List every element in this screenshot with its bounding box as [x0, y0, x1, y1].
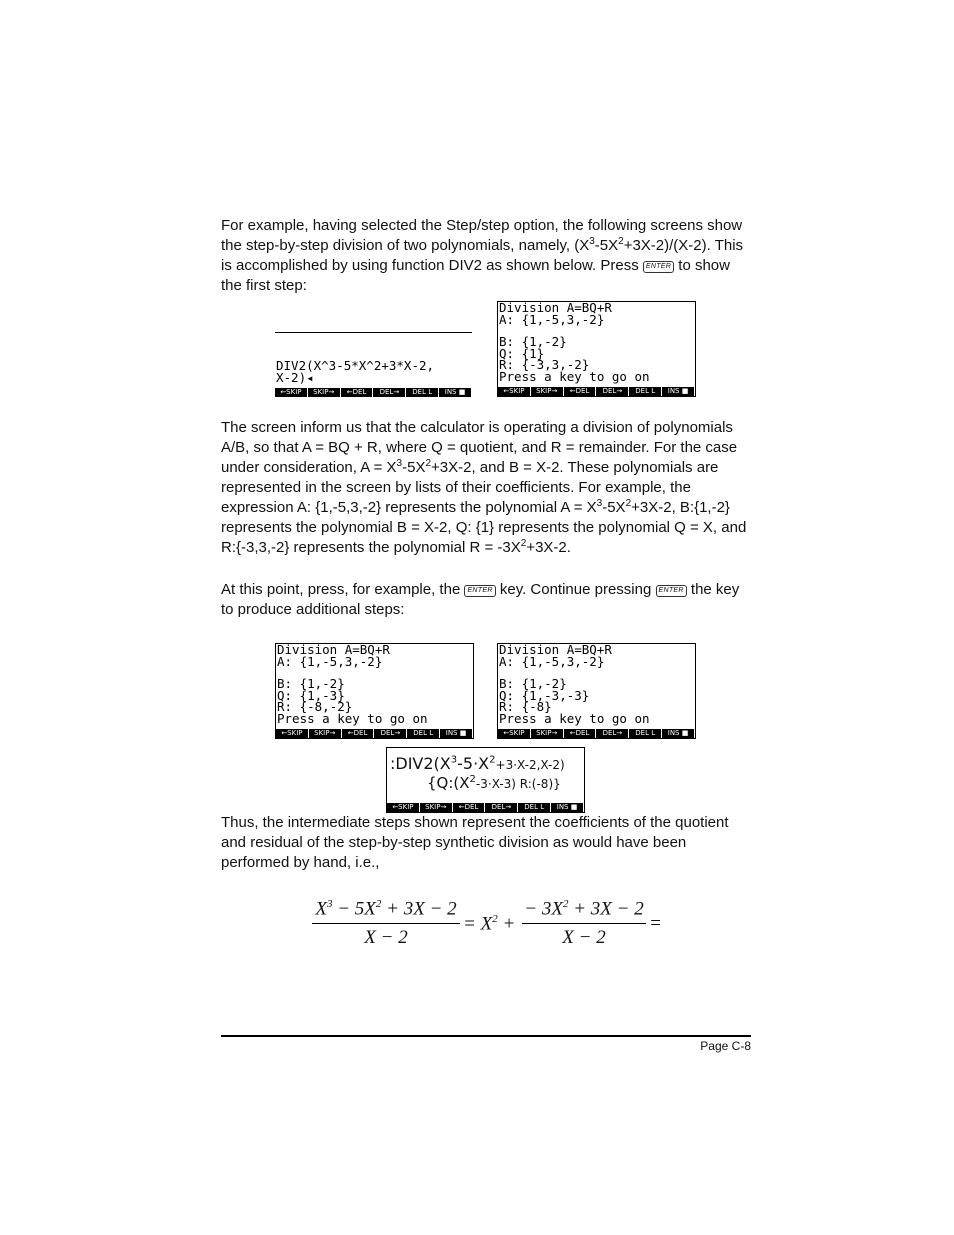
softkey-skip-left[interactable]: ←SKIP	[276, 729, 309, 738]
numerator	[522, 898, 646, 924]
text: +3·X-2,X-2)	[495, 758, 565, 772]
screen-line: Q: {1,-3}	[277, 687, 345, 703]
enter-key-icon: ENTER	[464, 585, 495, 597]
softkey-del-line[interactable]: DEL L	[629, 387, 662, 396]
text: the key to produce additional steps:	[221, 581, 740, 618]
text: X	[315, 898, 327, 920]
softkey-del-line[interactable]: DEL L	[406, 388, 439, 397]
explanation-paragraph	[221, 418, 751, 558]
softkey-skip-right[interactable]: SKIP→	[309, 729, 342, 738]
text: + 3X − 2	[568, 898, 644, 920]
softkey-ins[interactable]: INS ■	[551, 803, 584, 812]
conclusion-paragraph: Thus, the intermediate steps shown represent the coefficients of the quotient and residual of the step-by-step synthetic division as would have been performed by hand, i.e.,	[221, 814, 729, 871]
softkey-skip-left[interactable]: ←SKIP	[498, 387, 531, 396]
superscript: 2	[469, 774, 476, 785]
softkey-skip-right[interactable]: SKIP→	[531, 387, 564, 396]
superscript: 2	[562, 898, 569, 910]
text: -5X	[602, 499, 626, 516]
softkey-skip-right[interactable]: SKIP→	[308, 388, 341, 397]
text: +3X-2, and B = X-2. These polynomials are represented in the screen by lists of their coefficients. For example, the expression A: {1,-5,3,-2} represents the polynomial A = X	[221, 459, 719, 516]
result-line-1	[390, 754, 565, 773]
text: At this point, press, for example, the	[221, 581, 465, 598]
softkey-bar	[498, 729, 695, 738]
screen-line: R: {-8,-2}	[277, 699, 353, 714]
softkey-ins[interactable]: INS ■	[440, 729, 473, 738]
superscript: 3	[596, 498, 603, 509]
calculator-screen-step-2	[275, 643, 474, 739]
text: -5·X	[457, 754, 490, 773]
screen-line: A: {1,-5,3,-2}	[499, 653, 605, 669]
superscript: 3	[396, 458, 403, 469]
screen-line: B: {1,-2}	[499, 334, 567, 349]
softkey-del-line[interactable]: DEL L	[629, 729, 662, 738]
fraction-right	[522, 898, 646, 949]
text: :DIV2(X	[390, 754, 451, 773]
softkey-ins[interactable]: INS ■	[662, 729, 695, 738]
result-line-2	[427, 774, 561, 792]
softkey-del-line[interactable]: DEL L	[407, 729, 440, 738]
softkey-bar	[498, 387, 695, 396]
softkey-bar	[275, 388, 472, 397]
softkey-ins[interactable]: INS ■	[439, 388, 472, 397]
softkey-del-right[interactable]: DEL→	[596, 387, 629, 396]
superscript: 2	[489, 754, 496, 766]
text: For example, having selected the Step/step option, the following screens show the step-by-step division of two polynomials, namely, (X	[221, 217, 743, 254]
screen-line: B: {1,-2}	[499, 676, 567, 691]
calculator-screen-result	[386, 747, 585, 813]
denominator: X − 2	[364, 927, 408, 949]
softkey-skip-left[interactable]: ←SKIP	[498, 729, 531, 738]
calculator-screen-input	[275, 332, 472, 397]
text: +3X-2.	[526, 539, 571, 556]
text: +3X-2)/(X-2). This is accomplished by using function DIV2 as shown below. Press	[221, 237, 744, 274]
screen-line: R: {-8}	[499, 699, 552, 714]
text: − 3X	[524, 898, 563, 920]
text: The screen inform us that the calculator is operating a division of polynomials A/B, so that A = BQ + R, where Q = quotient, and R = remainder. For the case under consideration, A = X	[221, 419, 738, 476]
footer-rule	[221, 1035, 751, 1037]
softkey-del-right[interactable]: DEL→	[596, 729, 629, 738]
superscript: 3	[326, 898, 333, 910]
screen-line: Press a key to go on	[499, 368, 650, 384]
screen-line: X-2)◂	[276, 369, 314, 385]
screen-line: A: {1,-5,3,-2}	[277, 653, 383, 669]
text: key. Continue pressing	[495, 581, 656, 598]
text: = X	[463, 913, 493, 935]
text: − 5X	[332, 898, 376, 920]
screen-line: Division A=BQ+R	[277, 643, 390, 657]
text: +3X-2, B:{1,-2} represents the polynomial B = X-2, Q: {1} represents the polynomial Q = X, and R:{-3,3,-2} represents the polynomial R = -3X	[221, 499, 747, 556]
screen-line: Press a key to go on	[499, 710, 650, 726]
superscript: 2	[618, 236, 624, 247]
screen-line: A: {1,-5,3,-2}	[499, 311, 605, 327]
screen-line: Q: {1,-3,-3}	[499, 687, 590, 703]
text: + 3X − 2	[381, 898, 457, 920]
fraction-left	[312, 898, 460, 949]
softkey-del-left[interactable]: ←DEL	[453, 803, 486, 812]
softkey-ins[interactable]: INS ■	[662, 387, 695, 396]
softkey-skip-left[interactable]: ←SKIP	[275, 388, 308, 397]
equals-sign: =	[649, 913, 662, 934]
superscript: 3	[450, 754, 458, 766]
screen-line: Press a key to go on	[277, 710, 428, 726]
continue-paragraph	[221, 580, 751, 620]
softkey-del-left[interactable]: ←DEL	[341, 388, 374, 397]
text: -3·X-3) R:(-8)}	[475, 777, 561, 791]
denominator: X − 2	[562, 927, 606, 949]
screen-line: DIV2(X^3-5*X^2+3*X-2,	[276, 358, 435, 373]
screen-line: B: {1,-2}	[277, 676, 345, 691]
enter-key-icon: ENTER	[643, 261, 674, 273]
screen-line: Division A=BQ+R	[499, 301, 612, 315]
softkey-del-right[interactable]: DEL→	[485, 803, 518, 812]
text: -5X	[594, 237, 619, 254]
softkey-bar	[387, 803, 584, 812]
intro-paragraph	[221, 216, 751, 296]
numerator	[312, 898, 460, 924]
softkey-bar	[276, 729, 473, 738]
equals-quotient	[463, 913, 515, 935]
softkey-del-left[interactable]: ←DEL	[564, 729, 597, 738]
superscript: 2	[375, 898, 382, 910]
text: +	[497, 913, 516, 935]
superscript: 2	[425, 458, 432, 469]
softkey-del-right[interactable]: DEL→	[374, 729, 407, 738]
softkey-skip-left[interactable]: ←SKIP	[387, 803, 420, 812]
softkey-skip-right[interactable]: SKIP→	[531, 729, 564, 738]
softkey-del-left[interactable]: ←DEL	[342, 729, 375, 738]
superscript: 2	[520, 538, 527, 549]
page-number: Page C-8	[700, 1039, 751, 1053]
softkey-skip-right[interactable]: SKIP→	[420, 803, 453, 812]
calculator-screen-step-1	[497, 301, 696, 397]
screen-line: R: {-3,3,-2}	[499, 357, 590, 372]
superscript: 2	[625, 498, 632, 509]
superscript: 2	[492, 913, 498, 925]
superscript: 3	[589, 236, 595, 247]
softkey-del-line[interactable]: DEL L	[518, 803, 551, 812]
enter-key-icon: ENTER	[656, 585, 687, 597]
softkey-del-left[interactable]: ←DEL	[564, 387, 597, 396]
text: to show the first step:	[221, 257, 730, 294]
softkey-del-right[interactable]: DEL→	[373, 388, 406, 397]
calculator-screen-step-3	[497, 643, 696, 739]
screen-line: Q: {1}	[499, 345, 545, 361]
screen-line: Division A=BQ+R	[499, 643, 612, 657]
text: -5X	[402, 459, 426, 476]
text: {Q:(X	[427, 774, 470, 792]
